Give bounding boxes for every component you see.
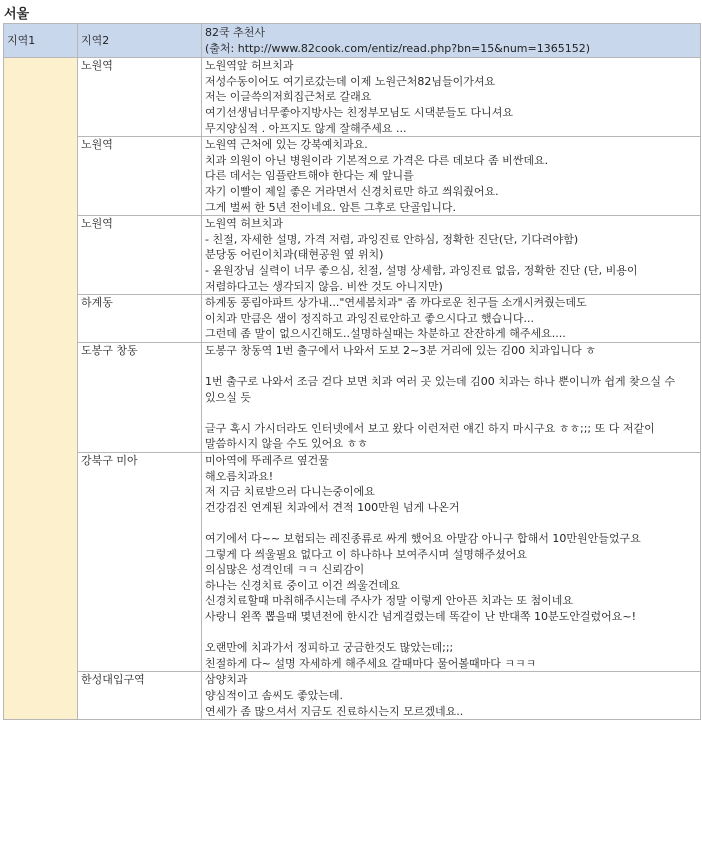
header-region1: 지역1 (4, 24, 78, 58)
recommendation-line: 다른 데서는 임플란트해야 한다는 제 앞니를 (205, 169, 414, 183)
recommendation-cell (202, 672, 701, 720)
recommendation-line: 하나는 신경치료 중이고 이건 씌울건데요 (205, 578, 400, 592)
recommendation-line: 양심적이고 솜씨도 좋았는데. (205, 688, 344, 702)
recommendation-line: - 윤원장님 실력이 너무 좋으심, 친절, 설명 상세함, 과잉진료 없음, 정확한 진단 (단, 비용이 저렴하다고는 생각되지 않음. 비싼 것도 아니지만) (205, 263, 638, 293)
recommendation-line (205, 625, 697, 641)
region2-cell: 강북구 미아 (78, 453, 202, 672)
table-row (4, 453, 701, 672)
recommendation-line: 그게 벌써 한 5년 전이네요. 암튼 그후로 단골입니다. (205, 200, 456, 214)
recommendation-line: 노원역 근처에 있는 강북예치과요. (205, 138, 368, 152)
recommendation-cell (202, 342, 701, 452)
page-title: 서울 (4, 7, 30, 22)
recommendation-line: 노원역앞 허브치과 (205, 59, 294, 73)
recommendation-line: 삼양치과 (205, 673, 248, 687)
header-recommendation (202, 24, 701, 58)
recommendation-cell (202, 453, 701, 672)
recommendation-cell (202, 295, 701, 343)
recommendation-line: 그렇게 다 씌울필요 없다고 이 하나하나 보여주시며 설명해주셨어요 (205, 547, 528, 561)
region2-cell: 한성대입구역 (78, 672, 202, 720)
recommendation-cell (202, 216, 701, 295)
recommendation-line: 저성수동이어도 여기로갔는데 이제 노원근처82님들이가셔요 (205, 74, 496, 88)
table-row (4, 342, 701, 452)
recommendation-cell (202, 137, 701, 216)
table-row (4, 58, 701, 137)
recommendation-line: 건강검진 연계된 치과에서 견적 100만원 넘게 나온거 (205, 500, 460, 514)
recommendation-line: 해오름치과요! (205, 469, 274, 483)
recommendation-line: 연세가 좀 많으셔서 지금도 진료하시는지 모르겠네요.. (205, 704, 464, 718)
recommendation-line (205, 515, 697, 531)
header-recommendation-title: 82쿡 추천사 (205, 26, 265, 39)
recommendation-line: 치과 의원이 아닌 병원이라 기본적으로 가격은 다른 데보다 좀 비싼데요. (205, 153, 549, 167)
table-row (4, 216, 701, 295)
recommendation-line: 사랑니 왼쪽 뽑을때 몇년전에 한시간 넘게걸렸는데 똑같이 난 반대쪽 10분도안걸렸어요~! (205, 609, 636, 623)
recommendation-line: 글구 혹시 가시더라도 인터넷에서 보고 왔다 이런저런 얘긴 하지 마시구요 ㅎㅎ;;; 또 다 저같이 말씀하시지 않을 수도 있어요 ㅎㅎ (205, 421, 655, 451)
recommendation-line: 도봉구 창동역 1번 출구에서 나와서 도보 2~3분 거리에 있는 김00 치과입니다 ㅎ (205, 343, 596, 357)
region2-cell: 노원역 (78, 137, 202, 216)
region2-cell: 하계동 (78, 295, 202, 343)
region2-cell: 도봉구 창동 (78, 342, 202, 452)
recommendation-line: 저는 이글쓱의저희집근처로 갈래요 (205, 90, 372, 104)
recommendation-line (205, 405, 697, 421)
recommendation-line: 미아역에 뚜레주르 옆건물 (205, 454, 329, 468)
recommendation-line: 노원역 허브치과 (205, 217, 283, 231)
table-row (4, 137, 701, 216)
recommendation-table (3, 23, 701, 720)
header-source-link: (출처: http://www.82cook.com/entiz/read.php?bn=15&num=1365152) (205, 41, 591, 55)
recommendation-line: 하계동 풍림아파트 상가내..."연세봄치과" 좀 까다로운 친구들 소개시켜줬는데도 (205, 296, 587, 310)
recommendation-line: 이치과 만큼은 샘이 정직하고 과잉진료안하고 좋으시다고 했습니다... (205, 311, 534, 325)
recommendation-line: 의심많은 성격인데 ㅋㅋ 신뢰감이 (205, 563, 365, 577)
recommendation-line: 친절하게 다~ 설명 자세하게 해주세요 갈때마다 물어볼때마다 ㅋㅋㅋ (205, 656, 537, 670)
recommendation-line: 무지양심적 . 아프지도 않게 잘해주세요 ... (205, 121, 407, 135)
table-row (4, 672, 701, 720)
recommendation-line: 자기 이빨이 제일 좋은 거라면서 신경치료만 하고 씌워줬어요. (205, 184, 499, 198)
recommendation-line (205, 358, 697, 374)
recommendation-line: 여기에서 다~~ 보험되는 레진종류로 싸게 했어요 아말감 아니구 합해서 10만원안들었구요 (205, 532, 641, 545)
recommendation-line: 1번 출구로 나와서 조금 걷다 보면 치과 여러 곳 있는데 김00 치과는 하나 뿐이니까 쉽게 찾으실 수 있으실 듯 (205, 375, 676, 404)
region2-cell: 노원역 (78, 216, 202, 295)
recommendation-line: 저 지금 치료받으러 다니는중이에요 (205, 485, 375, 499)
recommendation-line: 분당동 어린이치과(태현공원 옆 위치) (205, 248, 384, 262)
recommendation-line: 여기선생님너무좋아지방사는 친정부모님도 시댁분들도 다니셔요 (205, 105, 514, 119)
region1-cell (4, 58, 78, 720)
recommendation-line: 신경치료할때 마취해주시는데 주사가 정말 이렇게 안아픈 치과는 또 첨이네요 (205, 594, 574, 608)
recommendation-line: 오랜만에 치과가서 정피하고 궁금한것도 많았는데;;; (205, 641, 454, 655)
table-header-row (4, 24, 701, 58)
recommendation-line: - 친절, 자세한 설명, 가격 저렴, 과잉진료 안하심, 정확한 진단(단, 기다려야함) (205, 232, 579, 246)
recommendation-cell (202, 58, 701, 137)
header-region2: 지역2 (78, 24, 202, 58)
recommendation-line: 그런데 좀 말이 없으시긴해도..설명하실때는 차분하고 잔잔하게 해주세요.... (205, 327, 566, 341)
table-row (4, 295, 701, 343)
region2-cell: 노원역 (78, 58, 202, 137)
